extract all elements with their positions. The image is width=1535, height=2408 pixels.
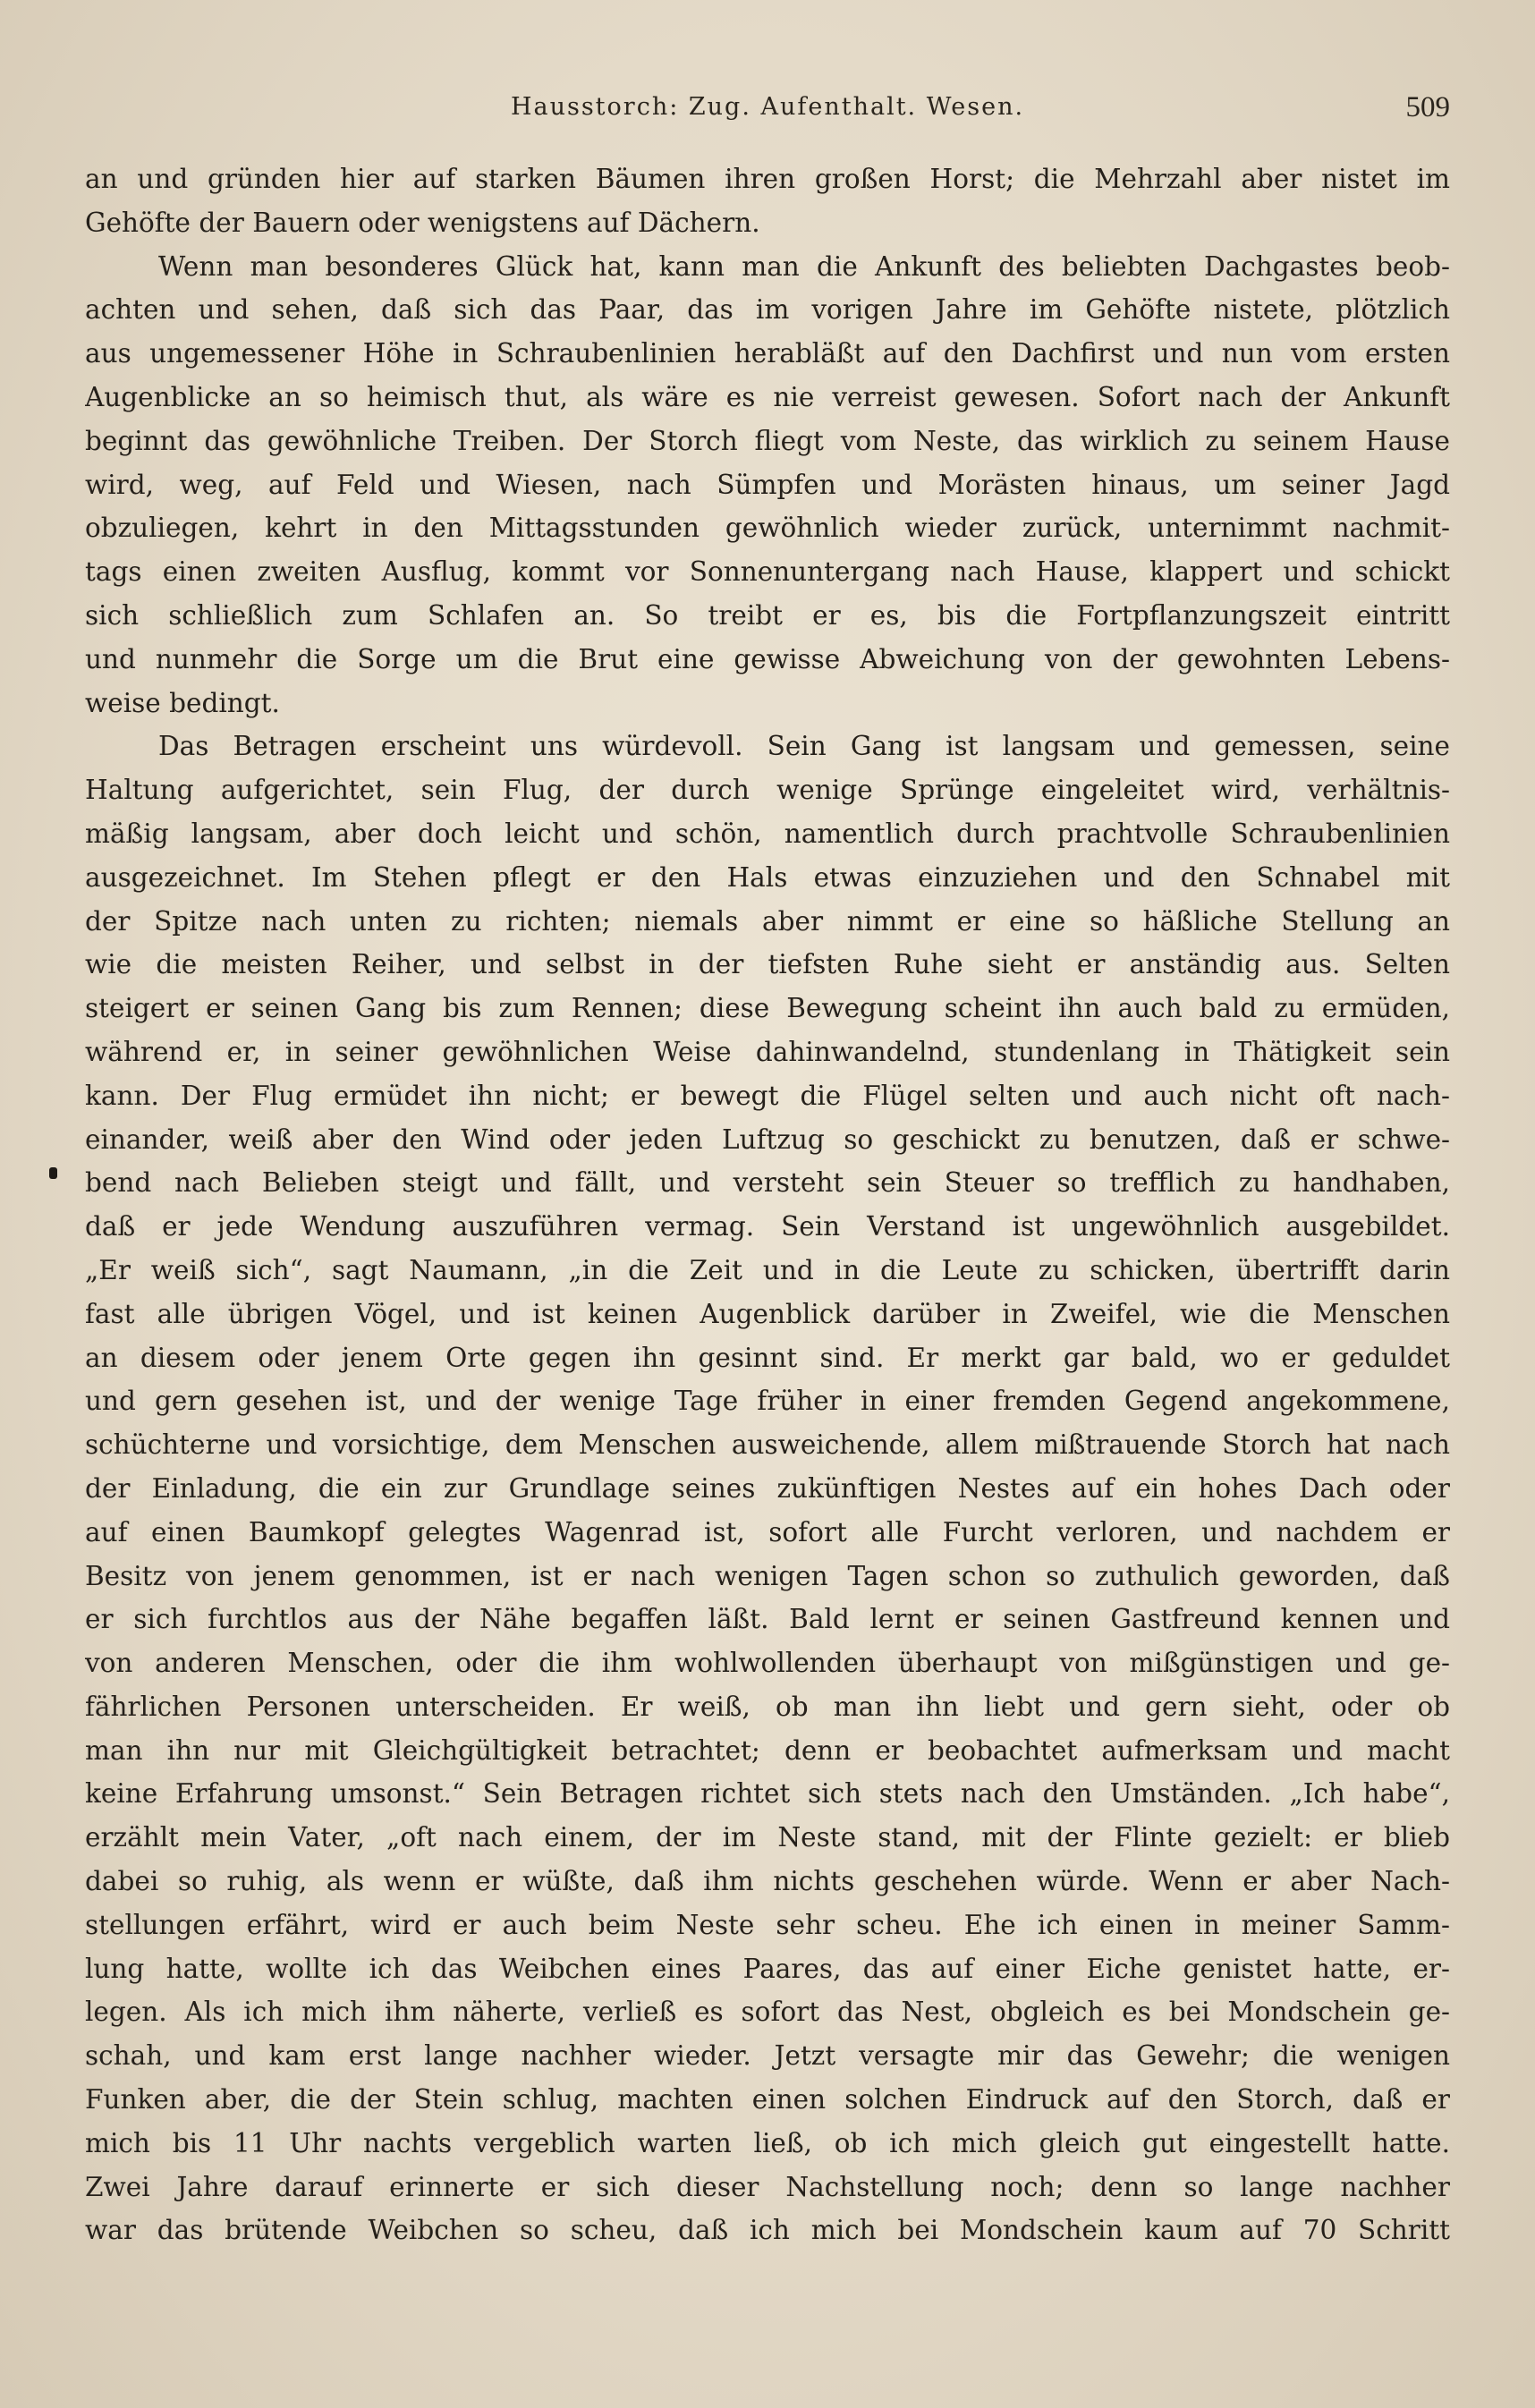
text-line: an und gründen hier auf starken Bäumen ihren großen Horst; die Mehrzahl aber nistet im (85, 164, 1450, 194)
text-line: Wenn man besonderes Glück hat, kann man die Ankunft des beliebten Dachgastes beob- (158, 250, 1450, 282)
text-line: man ihn nur mit Gleichgültigkeit betrachtet; denn er beobachtet aufmerksam und macht (85, 1734, 1450, 1766)
text-line: wie die meisten Reiher, und selbst in der tiefsten Ruhe sieht er anständig aus. Selten (85, 949, 1450, 980)
text-line: während er, in seiner gewöhnlichen Weise dahinwandelnd, stundenlang in Thätigkeit sein (85, 1036, 1450, 1067)
body-text (85, 157, 1450, 2252)
text-line: stellungen erfährt, wird er auch beim Neste sehr scheu. Ehe ich einen in meiner Samm- (85, 1909, 1450, 1940)
text-line: steigert er seinen Gang bis zum Rennen; diese Bewegung scheint ihn auch bald zu ermüden, (85, 993, 1450, 1024)
text-line: dabei so ruhig, als wenn er wüßte, daß ihm nichts geschehen würde. Wenn er aber Nach- (85, 1866, 1450, 1897)
text-line: Besitz von jenem genommen, ist er nach wenigen Tagen schon so zuthulich geworden, daß (85, 1560, 1450, 1591)
text-line: von anderen Menschen, oder die ihm wohlwollenden überhaupt von mißgünstigen und ge- (85, 1648, 1450, 1679)
text-line: obzuliegen, kehrt in den Mittagsstunden gewöhnlich wieder zurück, unternimmt nachmit- (85, 513, 1450, 544)
margin-ink-mark (49, 1167, 57, 1179)
running-title: Hausstorch: Zug. Aufenthalt. Wesen. (510, 93, 1025, 121)
text-line: legen. Als ich mich ihm näherte, verließ es sofort das Nest, obgleich es bei Mondschein ge- (85, 1997, 1450, 2028)
text-line: war das brütende Weibchen so scheu, daß ich mich bei Mondschein kaum auf 70 Schritt (85, 2215, 1450, 2246)
text-line: fährlichen Personen unterscheiden. Er weiß, ob man ihn liebt und gern sieht, oder ob (85, 1691, 1450, 1722)
text-line: weise bedingt. (85, 687, 280, 718)
text-line: auf einen Baumkopf gelegtes Wagenrad ist, sofort alle Furcht verloren, und nachdem er (85, 1516, 1450, 1547)
text-line: Augenblicke an so heimisch thut, als wäre es nie verreist gewesen. Sofort nach der Ankunft (85, 381, 1450, 412)
text-line: und gern gesehen ist, und der wenige Tage früher in einer fremden Gegend angekommene, (85, 1386, 1450, 1417)
text-line: Zwei Jahre darauf erinnerte er sich dieser Nachstellung noch; denn so lange nachher (85, 2171, 1450, 2202)
text-line: wird, weg, auf Feld und Wiesen, nach Sümpfen und Morästen hinaus, um seiner Jagd (85, 469, 1450, 500)
text-line: und nunmehr die Sorge um die Brut eine gewisse Abweichung von der gewohnten Lebens- (85, 643, 1450, 674)
text-line: Funken aber, die der Stein schlug, machten einen solchen Eindruck auf den Storch, daß er (85, 2084, 1450, 2115)
text-line: sich schließlich zum Schlafen an. So treibt er es, bis die Fortpflanzungszeit eintritt (85, 599, 1450, 631)
text-line: achten und sehen, daß sich das Paar, das im vorigen Jahre im Gehöfte nistete, plötzlich (85, 294, 1450, 326)
text-line: schüchterne und vorsichtige, dem Menschen ausweichende, allem mißtrauende Storch hat nach (85, 1429, 1450, 1461)
text-line: daß er jede Wendung auszuführen vermag. Sein Verstand ist ungewöhnlich ausgebildet. (85, 1211, 1450, 1242)
page-number: 509 (1405, 91, 1450, 123)
text-line: der Einladung, die ein zur Grundlage seines zukünftigen Nestes auf ein hohes Dach oder (85, 1472, 1450, 1504)
text-line: mäßig langsam, aber doch leicht und schön, namentlich durch prachtvolle Schraubenlinien (85, 818, 1450, 849)
text-line: Das Betragen erscheint uns würdevoll. Sein Gang ist langsam und gemessen, seine (158, 731, 1450, 762)
text-line: bend nach Belieben steigt und fällt, und versteht sein Steuer so trefflich zu handhaben, (85, 1167, 1450, 1199)
text-line: lung hatte, wollte ich das Weibchen eines Paares, das auf einer Eiche genistet hatte, er- (85, 1953, 1450, 1984)
text-line: erzählt mein Vater, „oft nach einem, der im Neste stand, mit der Flinte gezielt: er blieb (85, 1822, 1450, 1853)
text-line: beginnt das gewöhnliche Treiben. Der Storch fliegt vom Neste, das wirklich zu seinem Hause (85, 425, 1450, 456)
text-line: kann. Der Flug ermüdet ihn nicht; er bewegt die Flügel selten und auch nicht oft nach- (85, 1080, 1450, 1111)
text-line: tags einen zweiten Ausflug, kommt vor Sonnenuntergang nach Hause, klappert und schickt (85, 556, 1450, 588)
text-line: er sich furchtlos aus der Nähe begaffen läßt. Bald lernt er seinen Gastfreund kennen und (85, 1604, 1450, 1635)
text-line: der Spitze nach unten zu richten; niemals aber nimmt er eine so häßliche Stellung an (85, 905, 1450, 937)
text-line: an diesem oder jenem Orte gegen ihn gesinnt sind. Er merkt gar bald, wo er geduldet (85, 1342, 1450, 1373)
text-line: schah, und kam erst lange nachher wieder. Jetzt versagte mir das Gewehr; die wenigen (85, 2040, 1450, 2072)
text-line: aus ungemessener Höhe in Schraubenlinien herabläßt auf den Dachfirst und nun vom ersten (85, 338, 1450, 369)
running-head (85, 88, 1450, 132)
text-line: einander, weiß aber den Wind oder jeden Luftzug so geschickt zu benutzen, daß er schwe- (85, 1123, 1450, 1155)
text-line: „Er weiß sich“, sagt Naumann, „in die Zeit und in die Leute zu schicken, übertrifft darin (85, 1254, 1450, 1285)
text-line: fast alle übrigen Vögel, und ist keinen Augenblick darüber in Zweifel, wie die Menschen (85, 1298, 1450, 1329)
text-line: Haltung aufgerichtet, sein Flug, der durch wenige Sprünge eingeleitet wird, verhältnis- (85, 775, 1450, 806)
text-line: ausgezeichnet. Im Stehen pflegt er den Hals etwas einzuziehen und den Schnabel mit (85, 861, 1450, 893)
text-line: keine Erfahrung umsonst.“ Sein Betragen richtet sich stets nach den Umständen. „Ich habe“, (85, 1778, 1450, 1810)
text-line: Gehöfte der Bauern oder wenigstens auf Dächern. (85, 207, 760, 238)
text-line: mich bis 11 Uhr nachts vergeblich warten ließ, ob ich mich gleich gut eingestellt hatte. (85, 2127, 1450, 2158)
